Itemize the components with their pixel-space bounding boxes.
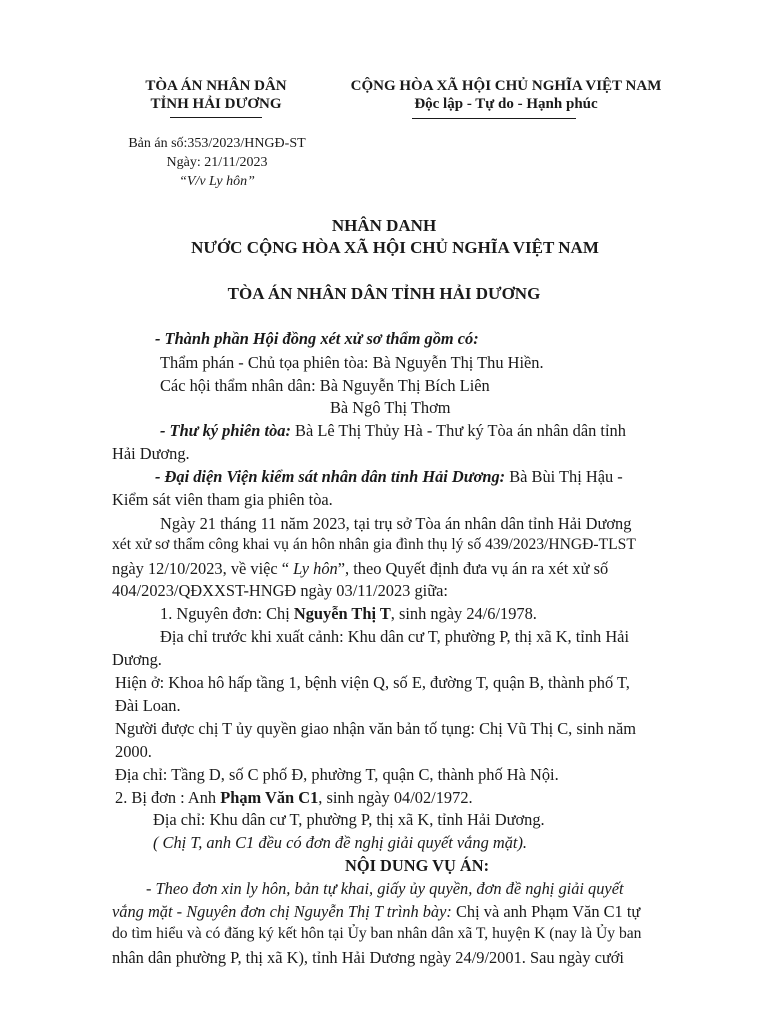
plaintiff-prev-address-2: Dương. [112, 650, 162, 669]
content-line-4: nhân dân phường P, thị xã K), tỉnh Hải Dương ngày 24/9/2001. Sau ngày cưới [112, 948, 624, 967]
clerk-line-2: Hải Dương. [112, 444, 190, 463]
defendant-name: Phạm Văn C1 [220, 788, 319, 807]
case-type: Ly hôn [293, 559, 338, 578]
clerk-label: - Thư ký phiên tòa: [160, 421, 291, 440]
clerk-text: Bà Lê Thị Thủy Hà - Thư ký Tòa án nhân dân tỉnh [290, 421, 626, 440]
presiding-judge: Thẩm phán - Chủ tọa phiên tòa: Bà Nguyễn Thị Thu Hiền. [160, 353, 544, 372]
hearing-line-4: 404/2023/QĐXXST-HNGĐ ngày 03/11/2023 giữa: [112, 581, 448, 600]
procurator-line-2: Kiểm sát viên tham gia phiên tòa. [112, 490, 333, 509]
court-name-line2: TỈNH HẢI DƯƠNG [150, 96, 282, 112]
panel-heading: - Thành phần Hội đồng xét xử sơ thẩm gồm có: [155, 329, 479, 348]
defendant: 2. Bị đơn : Anh Phạm Văn C1, sinh ngày 04/02/1972. [115, 788, 473, 807]
court-name-line1: TÒA ÁN NHÂN DÂN [145, 78, 287, 94]
nation-name: CỘNG HÒA XÃ HỘI CHỦ NGHĨA VIỆT NAM [350, 78, 662, 94]
content-line-1: - Theo đơn xin ly hôn, bản tự khai, giấy ủy quyền, đơn đề nghị giải quyết [146, 879, 624, 898]
content-heading: NỘI DUNG VỤ ÁN: [345, 856, 490, 875]
hearing-line-3: ngày 12/10/2023, về việc “ Ly hôn”, theo Quyết định đưa vụ án ra xét xử số [112, 559, 609, 578]
case-date: Ngày: 21/11/2023 [166, 155, 268, 170]
nation-motto: Độc lập - Tự do - Hạnh phúc [414, 96, 598, 112]
plaintiff-current-address-1: Hiện ở: Khoa hô hấp tầng 1, bệnh viện Q, số E, đường T, quận B, thành phố T, [115, 673, 630, 692]
absent-note: ( Chị T, anh C1 đều có đơn đề nghị giải quyết vắng mặt). [153, 833, 527, 852]
proxy-address: Địa chỉ: Tầng D, số C phố Đ, phường T, quận C, thành phố Hà Nội. [115, 765, 559, 784]
proxy-1: Người được chị T ủy quyền giao nhận văn bản tố tụng: Chị Vũ Thị C, sinh năm [115, 719, 637, 738]
content-line-3: do tìm hiểu và có đăng ký kết hôn tại Ủy ban nhân dân xã T, huyện K (nay là Ủy ban [112, 925, 642, 942]
case-subject: “V/v Ly hôn” [179, 174, 255, 189]
title-nation: NƯỚC CỘNG HÒA XÃ HỘI CHỦ NGHĨA VIỆT NAM [191, 238, 599, 257]
title-in-the-name: NHÂN DANH [331, 216, 437, 235]
plaintiff-name: Nguyễn Thị T [293, 604, 391, 623]
people-jurors-1: Các hội thẩm nhân dân: Bà Nguyễn Thị Bích Liên [160, 376, 490, 395]
proxy-2: 2000. [115, 742, 152, 761]
procurator-label: - Đại diện Viện kiểm sát nhân dân tỉnh Hải Dương: [155, 467, 506, 486]
motto-underline [412, 118, 576, 119]
hearing-line-2: xét xử sơ thẩm công khai vụ án hôn nhân gia đình thụ lý số 439/2023/HNGĐ-TLST [112, 536, 636, 553]
case-number: Bản án số:353/2023/HNGĐ-ST [128, 136, 306, 151]
court-underline [170, 117, 262, 118]
plaintiff-current-address-2: Đài Loan. [115, 696, 181, 715]
procurator-line-1 [155, 467, 623, 487]
plaintiff-prev-address-1: Địa chỉ trước khi xuất cảnh: Khu dân cư T, phường P, thị xã K, tỉnh Hải [160, 627, 629, 646]
clerk-line-1 [160, 421, 626, 441]
plaintiff: 1. Nguyên đơn: Chị Nguyễn Thị T, sinh ngày 24/6/1978. [160, 604, 537, 623]
content-line-2: vắng mặt - Nguyên đơn chị Nguyễn Thị T trình bày: Chị và anh Phạm Văn C1 tự [112, 902, 641, 921]
hearing-line-1: Ngày 21 tháng 11 năm 2023, tại trụ sở Tòa án nhân dân tỉnh Hải Dương [160, 514, 632, 533]
defendant-address: Địa chỉ: Khu dân cư T, phường P, thị xã K, tỉnh Hải Dương. [153, 810, 545, 829]
people-jurors-2: Bà Ngô Thị Thơm [330, 398, 451, 417]
procurator-text: Bà Bùi Thị Hậu - [505, 467, 623, 486]
title-court: TÒA ÁN NHÂN DÂN TỈNH HẢI DƯƠNG [227, 284, 541, 303]
